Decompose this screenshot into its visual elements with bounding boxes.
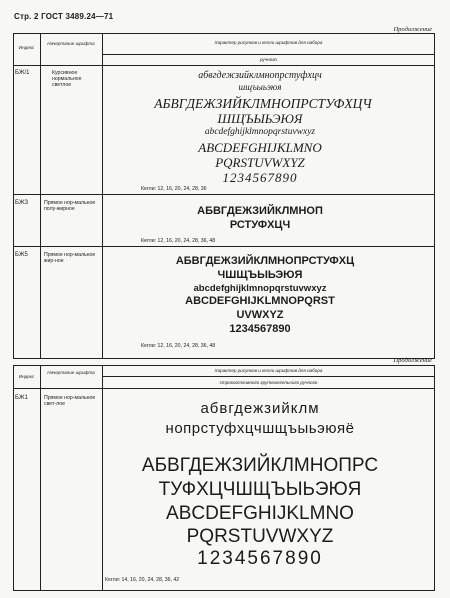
specimen-line: абвгдежзийклмнопрстуфхцч <box>198 70 322 81</box>
specimen-line: ШЩЪЫЬЭЮЯ <box>217 111 303 126</box>
specimen-line: abcdefghijklmnopqrstuvwxyz <box>193 283 327 294</box>
sizes-label: Кегли: 12, 16, 20, 24, 28, 36, 48 <box>141 343 216 349</box>
specimen-line: ЧШЩЪЫЬЭЮЯ <box>217 269 303 281</box>
col-index-header: Индекс <box>18 45 35 50</box>
specimen-line: 1234567890 <box>229 323 291 335</box>
specimen-line: PQRSTUVWXYZ <box>215 155 305 170</box>
continued-label: Продолжение <box>393 26 432 33</box>
col-sub-header: строкоотливного крупнокегельного ручного <box>219 380 318 385</box>
page-header: Стр. 2 ГОСТ 3489.24—71 <box>14 12 114 21</box>
col-style-header: Начертание шрифта <box>47 370 95 375</box>
font-style-name: Курсивное нормальное светлое <box>52 70 82 89</box>
specimen-line: АБВГДЕЖЗИЙКЛМНОПРС <box>141 455 379 476</box>
specimen-line: ABCDEFGHIJKLMNO <box>198 140 322 155</box>
col-index-header: Индекс <box>18 374 35 379</box>
row-index: БЖ1 <box>15 395 28 401</box>
sizes-label: Кегли: 12, 16, 20, 24, 28, 36, 48 <box>141 238 216 244</box>
specimen-line: АБВГДЕЖЗИЙКЛМНОПРСТУФХЦЧ <box>154 96 372 111</box>
specimen-line: PQRSTUVWXYZ <box>186 526 334 547</box>
specimen-line: ABCDEFGHIJKLMNO <box>166 503 354 524</box>
row-index: БЖЗ <box>15 200 29 206</box>
row-index: БЖ/1 <box>15 70 30 76</box>
specimen-line: абвгдежзийклм <box>200 400 320 417</box>
font-style-name: Прямое нор-мальное жир-ное <box>44 252 96 265</box>
sizes-label: Кегли: 14, 16, 20, 24, 28, 36, 42 <box>105 577 180 583</box>
specimen-line: АБВГДЕЖЗИЙКЛМНОП <box>197 205 323 217</box>
row-index: БЖ5 <box>15 252 28 258</box>
specimen-line: 1234567890 <box>222 170 298 185</box>
font-style-name: Прямое нор-мальное свет-лое <box>44 395 96 408</box>
sizes-label: Кегли: 12, 16, 20, 24, 28, 36 <box>141 186 207 192</box>
specimen-line: UVWXYZ <box>236 309 284 321</box>
specimen-line: ТУФХЦЧШЩЪЫЬЭЮЯ <box>158 479 362 500</box>
col-char-header: Характер рисунков и кегли шрифтов для набора <box>214 368 323 373</box>
specimen-line: АБВГДЕЖЗИЙКЛМНОПРСТУФХЦ <box>175 255 355 267</box>
col-char-header: Характер рисунков и кегли шрифтов для набора <box>214 40 323 45</box>
specimen-line: 1234567890 <box>197 548 323 569</box>
specimen-line: нопрстуфхцчшщъыьэюяё <box>165 420 355 437</box>
col-sub-header: ручного <box>260 57 277 62</box>
font-style-name: Прямое нор-мальное полу-жирное <box>44 200 96 213</box>
specimen-line: ABCDEFGHIJKLMNOPQRST <box>185 295 335 307</box>
specimen-line: шщъыьэюя <box>238 82 282 92</box>
specimen-line: abcdefghijklmnopqrstuvwxyz <box>204 127 316 137</box>
specimen-line: РСТУФХЦЧ <box>229 219 291 231</box>
continued-label: Продолжение <box>393 357 432 364</box>
col-style-header: Начертание шрифта <box>47 41 95 46</box>
